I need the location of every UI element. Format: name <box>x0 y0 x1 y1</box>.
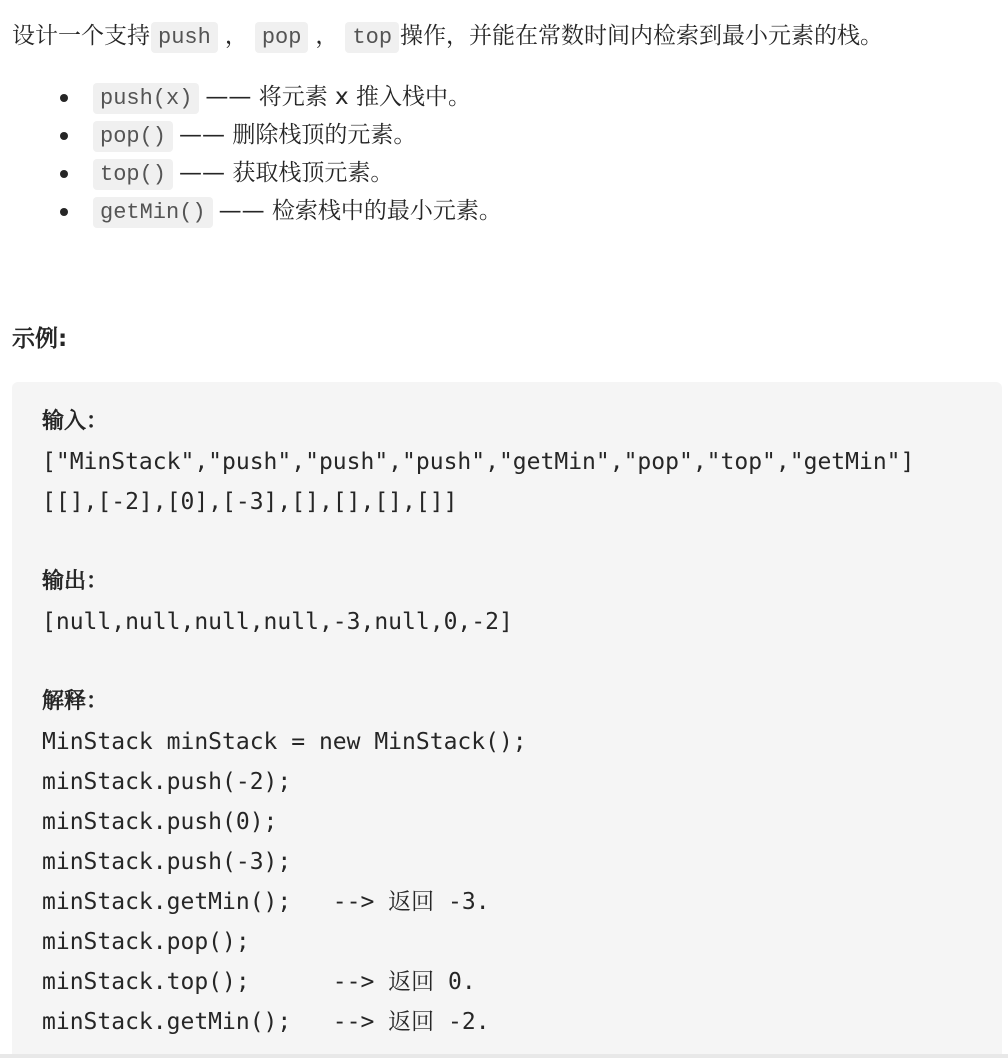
bullet-icon <box>60 94 68 102</box>
op-pop-code: pop <box>255 22 309 53</box>
bullet-icon <box>60 208 68 216</box>
explain-label: 解释： <box>42 689 109 714</box>
method-code: getMin() <box>93 197 213 228</box>
output-line: [null,null,null,null,-3,null,0,-2] <box>42 609 513 635</box>
code-line: minStack.getMin(); --> 返回 -3. <box>42 889 490 915</box>
methods-list <box>0 78 1000 230</box>
op-push-code: push <box>151 22 218 53</box>
bullet-icon <box>60 132 68 140</box>
list-item <box>0 154 1000 192</box>
op-top-code: top <box>345 22 399 53</box>
list-item <box>0 192 1000 230</box>
method-description: —— 获取栈顶元素。 <box>179 160 394 186</box>
example-heading: 示例: <box>12 326 68 352</box>
code-line: minStack.push(0); <box>42 809 278 835</box>
method-description: —— 删除栈顶的元素。 <box>179 122 417 148</box>
list-item <box>0 116 1000 154</box>
intro-text-after: 操作，并能在常数时间内检索到最小元素的栈。 <box>400 23 884 49</box>
code-line: minStack.push(-3); <box>42 849 292 875</box>
code-line: MinStack minStack = new MinStack(); <box>42 729 527 755</box>
input-methods-line: ["MinStack","push","push","push","getMin","pop","top","getMin"] <box>42 449 915 475</box>
code-line: minStack.push(-2); <box>42 769 292 795</box>
method-description: —— 检索栈中的最小元素。 <box>218 198 502 224</box>
intro-text-before: 设计一个支持 <box>12 23 150 49</box>
method-code: pop() <box>93 121 173 152</box>
bottom-divider <box>0 1054 1008 1058</box>
list-item <box>0 78 1000 116</box>
input-args-line: [[],[-2],[0],[-3],[],[],[],[]] <box>42 489 458 515</box>
output-label: 输出： <box>42 569 109 594</box>
intro-separator: ， <box>224 23 248 49</box>
example-code-block <box>12 382 1002 1058</box>
method-code: push(x) <box>93 83 199 114</box>
problem-description <box>12 14 1002 60</box>
code-line: minStack.pop(); <box>42 929 250 955</box>
method-description: —— 将元素 x 推入栈中。 <box>205 84 471 110</box>
code-line: minStack.top(); --> 返回 0. <box>42 969 476 995</box>
bullet-icon <box>60 170 68 178</box>
input-label: 输入： <box>42 409 109 434</box>
code-line: minStack.getMin(); --> 返回 -2. <box>42 1009 490 1035</box>
method-code: top() <box>93 159 173 190</box>
intro-separator: ， <box>315 23 339 49</box>
